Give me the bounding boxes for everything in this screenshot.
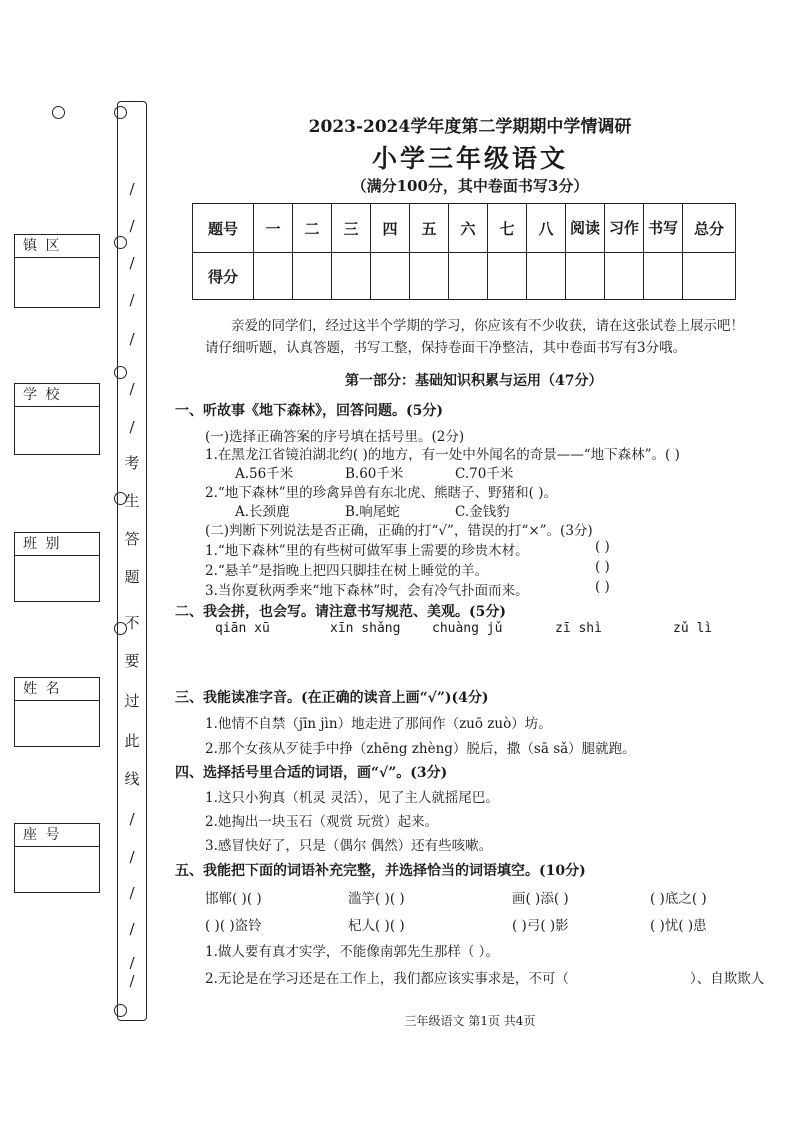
q1-judge-answer[interactable]: ( ) — [595, 579, 610, 595]
score-header-cell: 四 — [371, 204, 410, 253]
punch-hole — [52, 106, 65, 119]
seat-field-label: 座 号 — [15, 824, 99, 847]
score-header-cell: 题号 — [193, 204, 254, 253]
binding-warning-char: 考 — [124, 454, 140, 472]
binding-slash: / — [129, 972, 135, 990]
q5-idiom: 滥竽( )( ) — [348, 891, 405, 907]
score-header-cell: 七 — [488, 204, 527, 253]
school-field-label: 学 校 — [15, 384, 99, 407]
q1-item1: 1.在黑龙江省镜泊湖北约( )的地方，有一处中外闻名的奇景——“地下森林”。( ) — [205, 447, 680, 463]
score-header-cell: 习作 — [605, 204, 644, 253]
score-header-cell: 六 — [449, 204, 488, 253]
binding-slash: / — [129, 884, 135, 902]
q1-item2-option: C.金钱豹 — [455, 504, 510, 520]
q1-item2: 2.“地下森林”里的珍禽异兽有东北虎、熊瞎子、野猪和( )。 — [205, 485, 558, 501]
q1-item2-option: A.长颈鹿 — [235, 504, 290, 520]
q5-title: 五、我能把下面的词语补充完整，并选择恰当的词语填空。(10分) — [175, 863, 586, 879]
q1-sub1: (一)选择正确答案的序号填在括号里。(2分) — [205, 429, 465, 445]
score-cell[interactable] — [371, 253, 410, 300]
q4-item1: 1.这只小狗真（机灵 灵活），见了主人就摇尾巴。 — [205, 790, 499, 806]
score-cell[interactable] — [644, 253, 683, 300]
score-cell[interactable] — [254, 253, 293, 300]
score-header-cell: 阅读 — [566, 204, 605, 253]
q1-judge-item: 3.当你夏秋两季来“地下森林”时，会有冷气扑面而来。 — [205, 583, 529, 599]
q1-judge-answer[interactable]: ( ) — [595, 559, 610, 575]
binding-slash: / — [129, 380, 135, 398]
score-header-cell: 书写 — [644, 204, 683, 253]
q3-item2: 2.那个女孩从歹徒手中挣（zhēng zhèng）脱后，撒（sā sǎ）腿就跑。 — [205, 741, 636, 757]
q5-idiom: 杞人( )( ) — [348, 918, 405, 934]
q4-title: 四、选择括号里合适的词语，画“√”。(3分) — [175, 765, 448, 781]
q1-title: 一、听故事《地下森林》，回答问题。(5分) — [175, 403, 443, 419]
q5-item2-tail: ）、自欺欺人 — [690, 971, 765, 987]
q2-pinyin: xīn shǎng — [330, 621, 401, 636]
score-row-label: 得分 — [193, 253, 254, 300]
score-header-cell: 总分 — [683, 204, 736, 253]
q5-idiom: ( )忧( )患 — [650, 918, 707, 934]
q1-item1-option: B.60千米 — [345, 466, 404, 482]
binding-warning-char: 过 — [124, 692, 140, 710]
q5-idiom: ( )底之( ) — [650, 891, 707, 907]
class-field-box[interactable] — [14, 532, 100, 602]
binding-slash: / — [129, 418, 135, 436]
score-cell[interactable] — [605, 253, 644, 300]
score-cell[interactable] — [449, 253, 488, 300]
score-cell[interactable] — [410, 253, 449, 300]
score-table-score-row — [193, 253, 736, 300]
class-field-label: 班 别 — [15, 533, 99, 556]
score-table — [192, 203, 736, 300]
binding-slash: / — [129, 848, 135, 866]
binding-warning-char: 要 — [124, 652, 140, 670]
exam-term-title: 2023-2024学年度第二学期期中学情调研 — [308, 117, 632, 137]
score-table-header-row — [193, 204, 736, 253]
q1-item1-option: C.70千米 — [455, 466, 514, 482]
binding-line-strip — [117, 101, 147, 1021]
q1-item2-option: B.响尾蛇 — [345, 504, 400, 520]
q1-judge-item: 2.“悬羊”是指晚上把四只脚挂在树上睡觉的羊。 — [205, 563, 489, 579]
q5-idiom: ( )弓( )影 — [512, 918, 569, 934]
score-header-cell: 五 — [410, 204, 449, 253]
binding-slash: / — [129, 954, 135, 972]
q5-idiom: ( )( )盗铃 — [205, 918, 262, 934]
exam-subject-title: 小学三年级语文 — [371, 144, 568, 173]
q4-item3: 3.感冒快好了，只是（偶尔 偶然）还有些咳嗽。 — [205, 838, 493, 854]
q1-judge-answer[interactable]: ( ) — [595, 539, 610, 555]
binding-warning-char: 题 — [124, 568, 140, 586]
q1-judge-item: 1.“地下森林”里的有些树可做军事上需要的珍贵木材。 — [205, 543, 529, 559]
q4-item2: 2.她掏出一块玉石（观赏 玩赏）起来。 — [205, 814, 439, 830]
score-cell[interactable] — [683, 253, 736, 300]
school-field-box[interactable] — [14, 383, 100, 455]
q1-sub2: (二)判断下列说法是否正确，正确的打“√”，错误的打“×”。(3分) — [205, 523, 593, 539]
score-cell[interactable] — [488, 253, 527, 300]
binding-slash: / — [129, 920, 135, 938]
binding-slash: / — [129, 180, 135, 198]
q2-pinyin: zī shì — [555, 621, 602, 636]
binding-warning-char: 此 — [124, 732, 140, 750]
score-header-cell: 二 — [293, 204, 332, 253]
score-header-cell: 八 — [527, 204, 566, 253]
q5-item2: 2.无论是在学习还是在工作上，我们都应该实事求是，不可（ — [205, 971, 569, 987]
part1-title: 第一部分：基础知识积累与运用（47分） — [345, 373, 603, 389]
score-cell[interactable] — [566, 253, 605, 300]
page-footer: 三年级语文 第1页 共4页 — [404, 1014, 536, 1028]
q2-pinyin: zǔ lì — [673, 621, 713, 636]
seat-field-box[interactable] — [14, 823, 100, 893]
intro-line: 请仔细听题，认真答题，书写工整，保持卷面干净整洁，其中卷面书写有3分哦。 — [205, 340, 687, 356]
exam-score-note: （满分100分，其中卷面书写3分） — [351, 177, 589, 195]
q2-pinyin: chuàng jǔ — [432, 621, 503, 636]
q2-title: 二、我会拼，也会写。请注意书写规范、美观。(5分) — [175, 604, 506, 620]
score-header-cell: 一 — [254, 204, 293, 253]
q5-idiom: 画( )添( ) — [512, 891, 569, 907]
town-field-box[interactable] — [14, 234, 100, 308]
binding-slash: / — [129, 291, 135, 309]
score-header-cell: 三 — [332, 204, 371, 253]
q1-item1-option: A.56千米 — [235, 466, 294, 482]
intro-line: 亲爱的同学们，经过这半个学期的学习，你应该有不少收获，请在这张试卷上展示吧！ — [231, 318, 744, 334]
q2-pinyin: qiān xū — [215, 621, 270, 636]
binding-slash: / — [129, 254, 135, 272]
binding-slash: / — [129, 330, 135, 348]
binding-slash: / — [129, 217, 135, 235]
name-field-label: 姓 名 — [15, 678, 99, 701]
q3-title: 三、我能读准字音。(在正确的读音上画“√”)(4分) — [175, 690, 489, 706]
q5-item1: 1.做人要有真才实学，不能像南郭先生那样（ ）。 — [205, 944, 499, 960]
q3-item1: 1.他情不自禁（jīn jìn）地走进了那间作（zuō zuò）坊。 — [205, 716, 552, 732]
binding-warning-char: 答 — [124, 530, 140, 548]
score-cell[interactable] — [293, 253, 332, 300]
score-cell[interactable] — [332, 253, 371, 300]
name-field-box[interactable] — [14, 677, 100, 747]
binding-warning-char: 生 — [124, 492, 140, 510]
binding-slash: / — [129, 810, 135, 828]
intro-paragraph — [205, 315, 780, 359]
binding-warning-char: 线 — [124, 770, 140, 788]
q5-idiom: 邯郸( )( ) — [205, 891, 262, 907]
town-field-label: 镇 区 — [15, 235, 99, 258]
binding-warning-char: 不 — [124, 614, 140, 632]
score-cell[interactable] — [527, 253, 566, 300]
